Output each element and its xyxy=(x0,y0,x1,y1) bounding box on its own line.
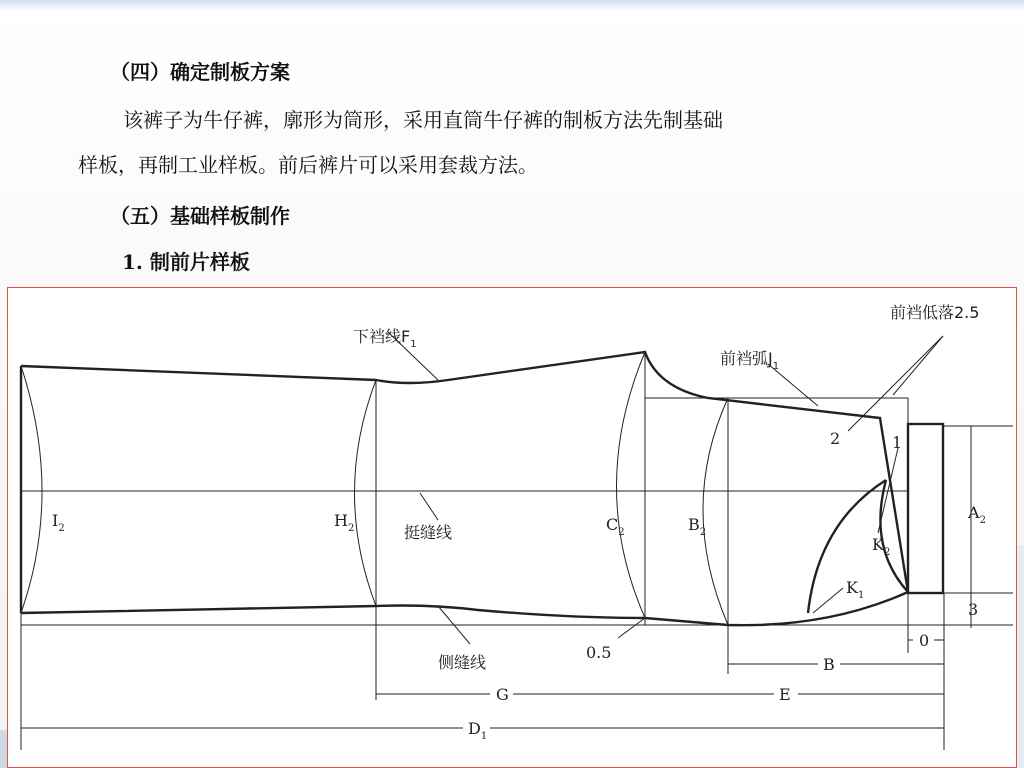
pattern-figure xyxy=(7,287,1017,768)
label-b2: $B_2$ xyxy=(688,515,707,538)
label-inseam: 下裆线$F_1$ xyxy=(353,327,417,350)
arc-h2 xyxy=(355,380,377,606)
label-h2: $H_2$ xyxy=(334,511,355,534)
pointer-0-5 xyxy=(618,618,645,638)
paragraph-line-2: 样板，再制工业样板。前后裤片可以采用套裁方法。 xyxy=(78,153,538,177)
label-0: 0 xyxy=(919,631,930,650)
label-e: E xyxy=(779,685,791,704)
inseam-outline xyxy=(21,352,908,592)
label-front-crotch-drop: 前裆低落2.5 xyxy=(890,303,980,322)
label-d1: $D_1$ xyxy=(468,719,488,742)
arc-c2 xyxy=(617,352,646,618)
pointer-2b xyxy=(893,336,943,395)
top-gradient-bar xyxy=(0,0,1024,10)
label-0-5: 0.5 xyxy=(586,643,612,662)
label-c2: $C_2$ xyxy=(606,515,625,538)
arc-b2 xyxy=(703,398,728,625)
label-i2: $I_2$ xyxy=(52,511,65,534)
pointer-k1 xyxy=(813,588,843,613)
heading-4: （四）确定制板方案 xyxy=(110,60,290,84)
waistband-rect xyxy=(908,424,943,593)
subheading-text: 制前片样板 xyxy=(149,250,250,274)
arc-i2 xyxy=(21,366,42,613)
label-k1: $K_1$ xyxy=(846,578,865,601)
fly-curve-k2 xyxy=(880,480,908,592)
front-pant-pattern-diagram xyxy=(8,288,1016,767)
label-a2: $A_2$ xyxy=(968,503,986,526)
pointer-crease xyxy=(420,493,438,520)
label-g: G xyxy=(496,685,509,704)
paragraph-line-1: 该裤子为牛仔裤，廓形为筒形，采用直筒牛仔裤的制板方法先制基础 xyxy=(123,108,723,132)
side-seam-outline xyxy=(21,592,908,625)
label-3: 3 xyxy=(968,600,979,619)
label-k2: $K_2$ xyxy=(872,535,891,558)
label-2: 2 xyxy=(830,429,841,448)
label-b: B xyxy=(823,655,835,674)
label-crease-line: 挺缝线 xyxy=(404,523,453,542)
heading-5: （五）基础样板制作 xyxy=(110,204,290,228)
label-1: 1 xyxy=(892,433,903,452)
subheading-number: 1. xyxy=(122,250,143,274)
label-side-seam: 侧缝线 xyxy=(438,653,487,672)
label-front-crotch-arc: 前裆弧$J_1$ xyxy=(720,349,780,372)
subheading xyxy=(122,250,250,274)
